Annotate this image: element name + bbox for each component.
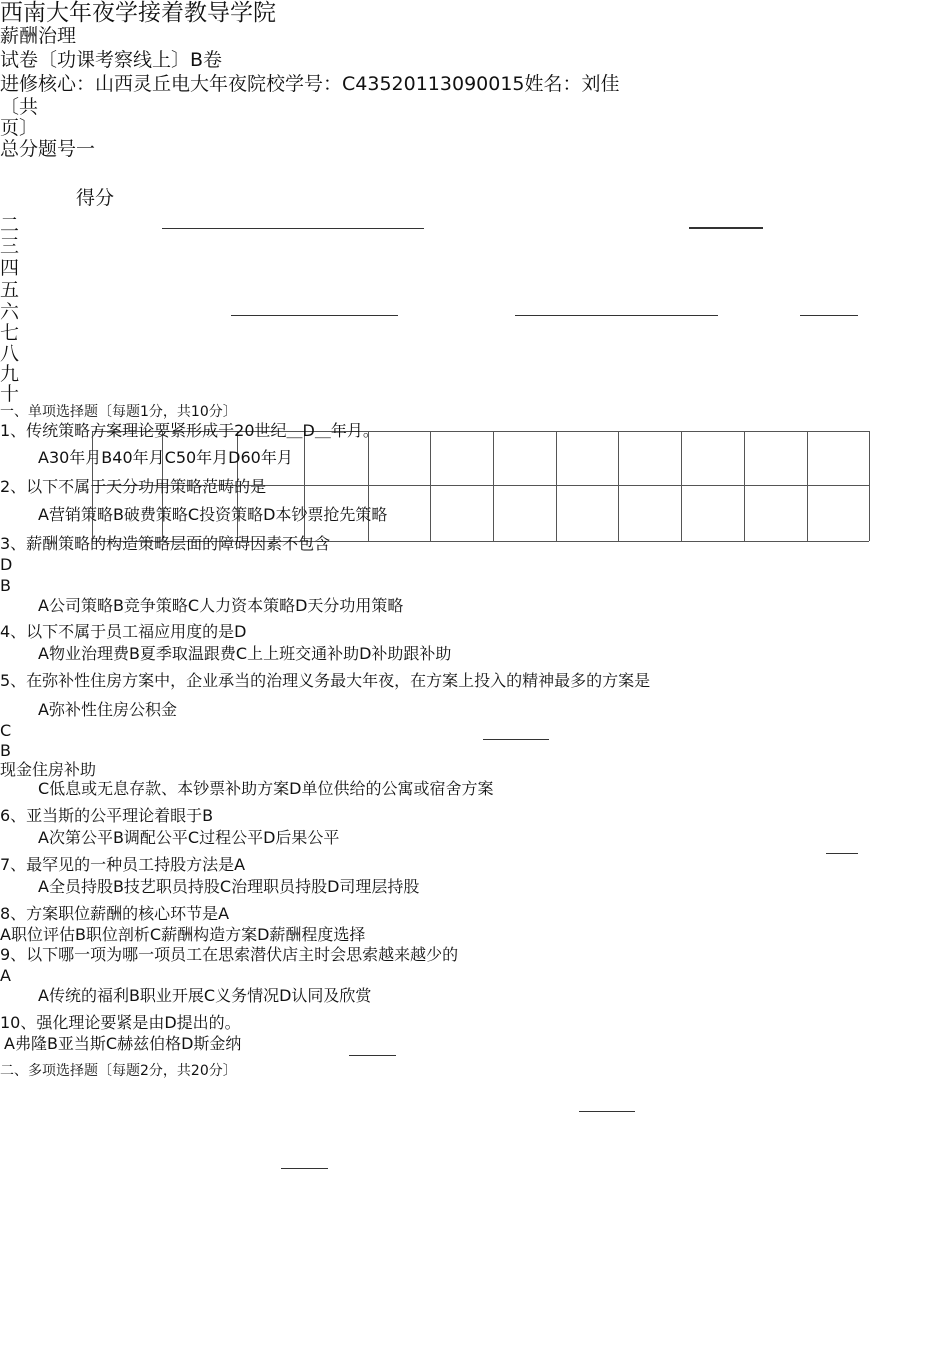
student-info: 进修核心：山西灵丘电大年夜院校学号：C43520113090015姓名：刘佳	[0, 73, 620, 95]
rule-line	[515, 315, 718, 316]
question-7-options: A全员持股B技艺职员持股C治理职员持股D司理层持股	[38, 877, 420, 896]
school-name: 西南大年夜学接着教导学院	[0, 0, 276, 26]
question-9-answer-a: A	[0, 966, 11, 985]
numeral-5: 五	[0, 279, 20, 301]
question-6-options: A次第公平B调配公平C过程公平D后果公平	[38, 828, 340, 847]
rule-line	[231, 315, 398, 316]
question-4-options: A物业治理费B夏季取温跟费C上上班交通补助D补助跟补助	[38, 644, 452, 663]
question-8: 8、方案职位薪酬的核心环节是A	[0, 904, 230, 923]
question-5: 5、在弥补性住房方案中，企业承当的治理义务最大年夜，在方案上投入的精神最多的方案是	[0, 671, 651, 690]
rule-line	[483, 739, 549, 740]
rule-line	[826, 853, 858, 854]
rule-line	[162, 228, 424, 229]
question-10: 10、强化理论要紧是由D提出的。	[0, 1013, 241, 1032]
numeral-2: 二	[0, 214, 20, 236]
page-count-open: 〔共	[0, 96, 39, 118]
numeral-7: 七	[0, 322, 20, 344]
course-name: 薪酬治理	[0, 25, 77, 47]
rule-line	[281, 1168, 328, 1169]
question-3-answer-b: B	[0, 576, 11, 595]
numeral-9: 九	[0, 363, 20, 385]
question-4: 4、以下不属于员工福应用度的是D	[0, 622, 247, 641]
question-6: 6、亚当斯的公平理论着眼于B	[0, 806, 214, 825]
question-5-answer-b: B	[0, 741, 11, 760]
total-score-row: 总分题号一	[0, 138, 96, 160]
paper-title: 试卷〔功课考察线上〕B卷	[0, 49, 223, 71]
question-9: 9、以下哪一项为哪一项员工在思索潜伏店主时会思索越来越少的	[0, 945, 459, 964]
question-10-options: A弗隆B亚当斯C赫兹伯格D斯金纳	[4, 1034, 242, 1053]
numeral-4: 四	[0, 257, 20, 279]
question-2: 2、以下不属于天分功用策略范畴的是	[0, 477, 267, 496]
question-1-options: A30年月B40年月C50年月D60年月	[38, 448, 293, 467]
question-9-options: A传统的福利B职业开展C义务情况D认同及欣赏	[38, 986, 372, 1005]
numeral-8: 八	[0, 343, 20, 365]
question-3: 3、薪酬策略的构造策略层面的障碍因素不包含	[0, 534, 331, 553]
question-3-options: A公司策略B竞争策略C人力资本策略D天分功用策略	[38, 596, 404, 615]
question-8-options: A职位评估B职位剖析C薪酬构造方案D薪酬程度选择	[0, 925, 366, 944]
question-7: 7、最罕见的一种员工持股方法是A	[0, 855, 246, 874]
rule-line	[800, 315, 858, 316]
section-1-title: 一、单项选择题〔每题1分，共10分〕	[0, 404, 237, 420]
score-label: 得分	[76, 187, 115, 209]
section-2-title: 二、多项选择题〔每题2分，共20分〕	[0, 1063, 237, 1079]
numeral-3: 三	[0, 235, 20, 257]
rule-line	[579, 1111, 635, 1112]
question-1: 1、传统策略方案理论要紧形成于20世纪＿D＿年月。	[0, 421, 379, 440]
numeral-6: 六	[0, 301, 20, 323]
question-5-option-b: 现金住房补助	[0, 760, 97, 779]
question-5-options-cd: C低息或无息存款、本钞票补助方案D单位供给的公寓或宿舍方案	[38, 779, 494, 798]
rule-line	[349, 1055, 396, 1056]
question-5-option-a: A弥补性住房公积金	[38, 700, 177, 719]
question-5-answer-c: C	[0, 721, 12, 740]
question-3-answer-d: D	[0, 555, 13, 574]
page-count-close: 页〕	[0, 117, 39, 139]
numeral-10: 十	[0, 383, 20, 405]
question-2-options: A营销策略B破费策略C投资策略D本钞票抢先策略	[38, 505, 388, 524]
rule-line	[689, 227, 763, 229]
